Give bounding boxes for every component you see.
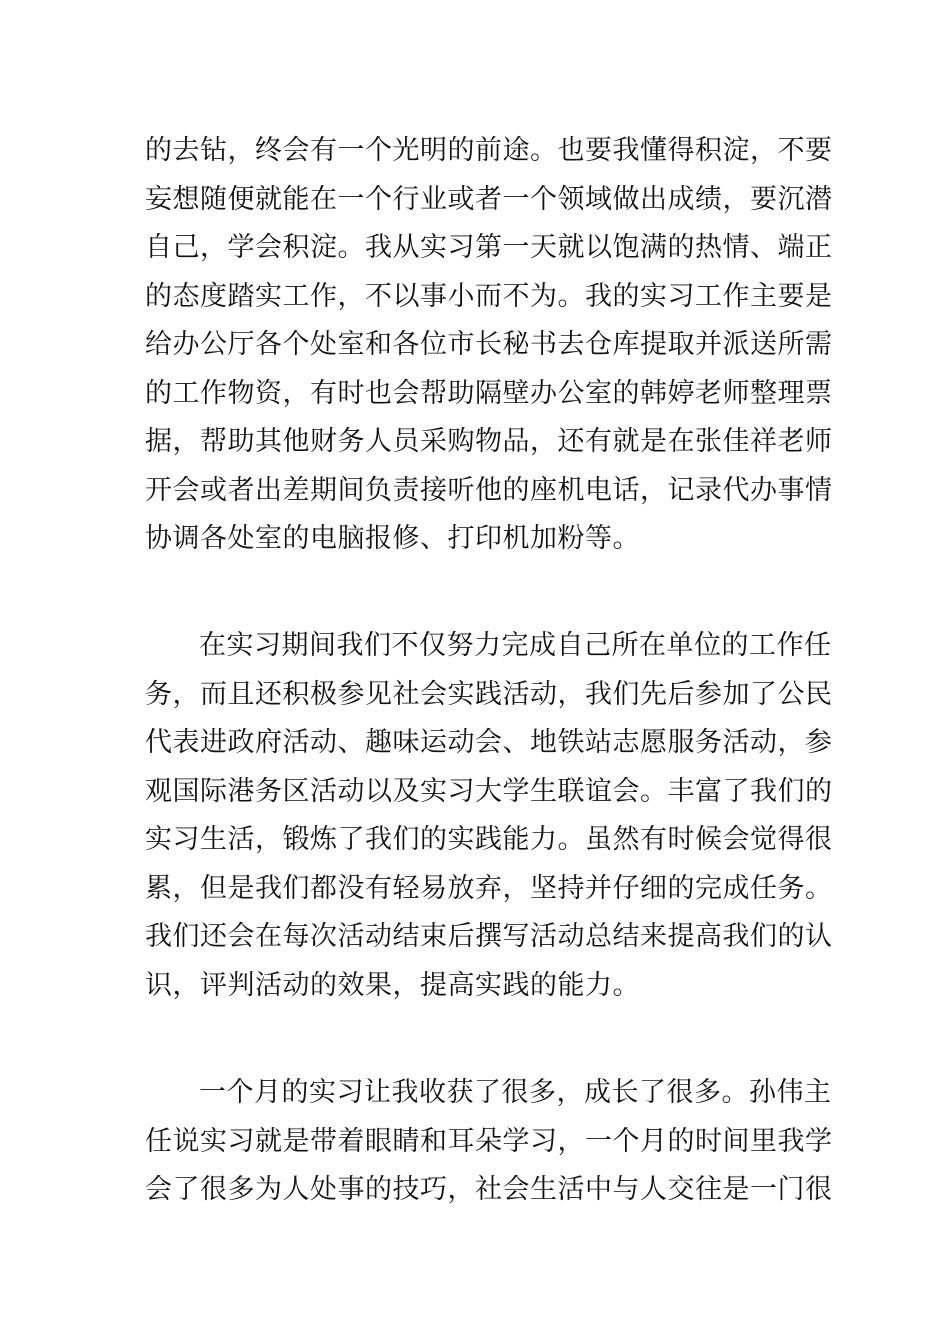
text-line: 据，帮助其他财务人员采购物品，还有就是在张佳祥老师 — [145, 426, 833, 457]
text-line: 实习生活，锻炼了我们的实践能力。虽然有时候会觉得很 — [145, 824, 833, 855]
text-line: 协调各处室的电脑报修、打印机加粉等。 — [145, 523, 640, 554]
text-line: 代表进政府活动、趣味运动会、地铁站志愿服务活动，参 — [145, 727, 833, 758]
text-line: 自己，学会积淀。我从实习第一天就以饱满的热情、端正 — [145, 232, 833, 263]
paragraph-1 — [145, 127, 833, 564]
text-line-first: 一个月的实习让我收获了很多，成长了很多。孙伟主 — [199, 1077, 832, 1108]
text-line: 累，但是我们都没有轻易放弃，坚持并仔细的完成任务。 — [145, 872, 833, 904]
text-line: 的去钻，终会有一个光明的前途。也要我懂得积淀，不要 — [145, 135, 833, 166]
text-line: 任说实习就是带着眼睛和耳朵学习，一个月的时间里我学 — [145, 1125, 833, 1157]
text-line: 的工作物资，有时也会帮助隔壁办公室的韩婷老师整理票 — [145, 377, 833, 409]
text-line: 务，而且还积极参见社会实践活动，我们先后参加了公民 — [145, 678, 833, 710]
text-line: 的态度踏实工作，不以事小而不为。我的实习工作主要是 — [145, 280, 833, 312]
text-line: 观国际港务区活动以及实习大学生联谊会。丰富了我们的 — [145, 775, 833, 807]
text-line: 识，评判活动的效果，提高实践的能力。 — [145, 969, 640, 1001]
text-line-first: 在实习期间我们不仅努力完成自己所在单位的工作任 — [199, 630, 832, 661]
text-line: 给办公厅各个处室和各位市长秘书去仓库提取并派送所需 — [145, 329, 833, 360]
text-line: 开会或者出差期间负责接听他的座机电话，记录代办事情 — [145, 474, 833, 506]
text-line: 我们还会在每次活动结束后撰写活动总结来提高我们的认 — [145, 921, 833, 952]
text-line: 会了很多为人处事的技巧，社会生活中与人交往是一门很 — [145, 1174, 833, 1205]
paragraph-2 — [145, 622, 833, 1010]
text-line: 妄想随便就能在一个行业或者一个领域做出成绩，要沉潜 — [145, 183, 833, 215]
paragraph-3 — [145, 1069, 833, 1215]
